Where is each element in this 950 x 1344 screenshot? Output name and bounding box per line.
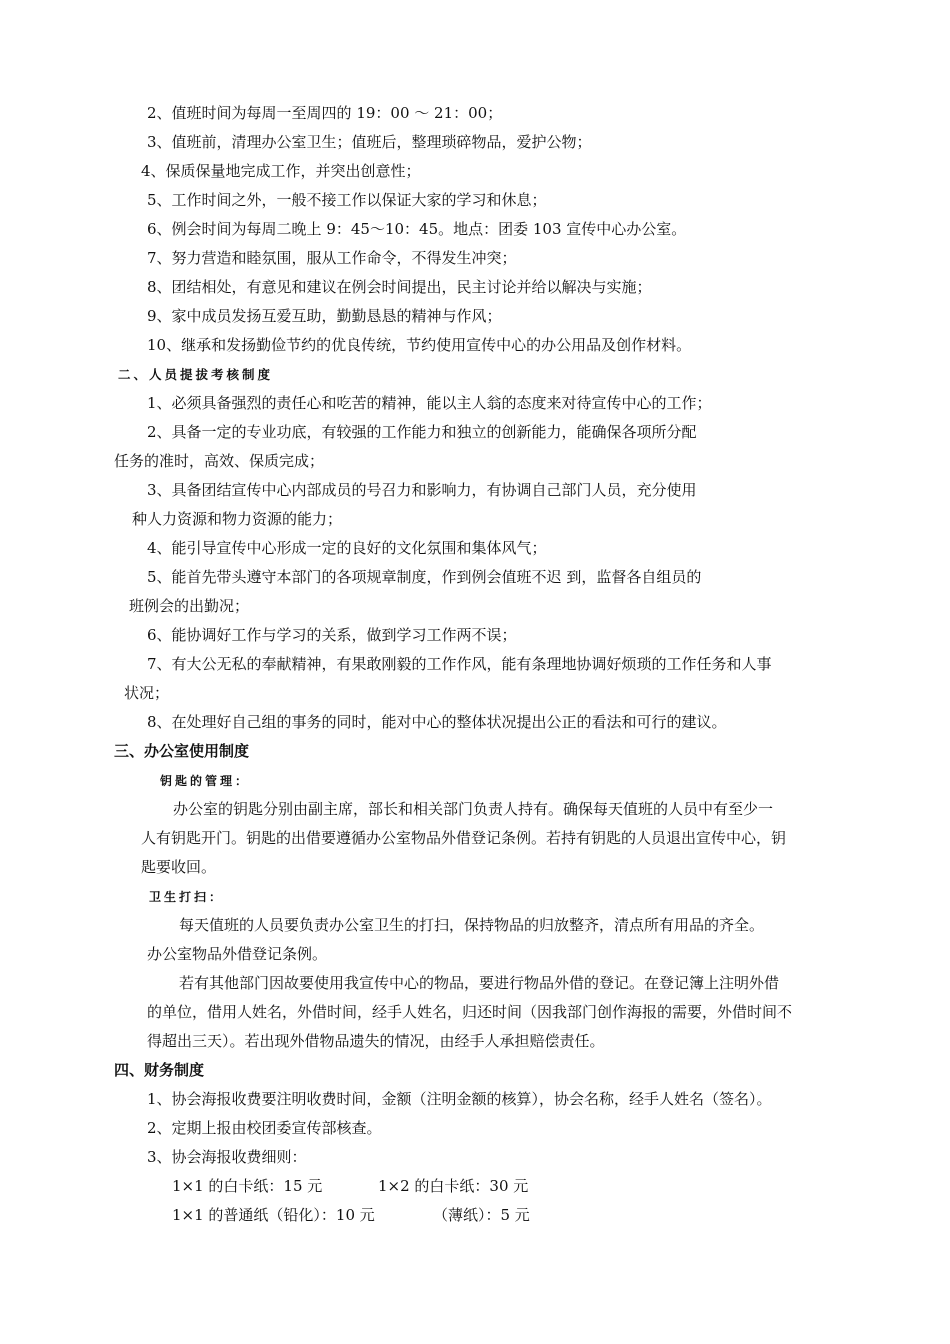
fee-item: 1×2 的白卡纸：30 元 <box>378 1177 529 1195</box>
loan-paragraph-line: 若有其他部门因故要使用我宣传中心的物品，要进行物品外借的登记。在登记簿上注明外借 <box>179 974 780 992</box>
subheading-keys: 钥匙的管理： <box>160 774 251 788</box>
section-heading-office: 三、办公室使用制度 <box>114 742 250 760</box>
fee-item: 1×1 的白卡纸：15 元 <box>172 1177 323 1195</box>
loan-paragraph-line: 得超出三天）。若出现外借物品遗失的情况，由经手人承担赔偿责任。 <box>147 1032 605 1050</box>
promotion-line: 1、必须具备强烈的责任心和吃苦的精神，能以主人翁的态度来对待宣传中心的工作； <box>147 394 712 412</box>
loan-paragraph-line: 的单位，借用人姓名，外借时间，经手人姓名，归还时间（因我部门创作海报的需要，外借时间不 <box>147 1003 793 1021</box>
promotion-line: 4、能引导宣传中心形成一定的良好的文化氛围和集体风气； <box>147 539 547 557</box>
promotion-line: 5、能首先带头遵守本部门的各项规章制度，作到例会值班不迟 到，监督各自组员的 <box>147 568 702 586</box>
promotion-line: 班例会的出勤况； <box>129 597 250 615</box>
keys-paragraph-line: 人有钥匙开门。钥匙的出借要遵循办公室物品外借登记条例。若持有钥匙的人员退出宣传中心，钥 <box>141 829 787 847</box>
promotion-line: 任务的准时，高效、保质完成； <box>114 452 325 470</box>
promotion-line: 7、有大公无私的奉献精神，有果敢刚毅的工作作风，能有条理地协调好烦琐的工作任务和人事 <box>147 655 772 673</box>
finance-line: 2、定期上报由校团委宣传部核查。 <box>147 1119 382 1137</box>
loan-rules-title: 办公室物品外借登记条例。 <box>147 945 328 963</box>
fee-item: 1×1 的普通纸（铅化）：10 元 <box>172 1206 375 1224</box>
promotion-line: 种人力资源和物力资源的能力； <box>132 510 343 528</box>
finance-line: 1、协会海报收费要注明收费时间，金额（注明金额的核算），协会名称，经手人姓名（签名）。 <box>147 1090 772 1108</box>
duty-rule-6: 6、例会时间为每周二晚上 9：45～10：45。地点：团委 103 宣传中心办公室。 <box>147 220 687 238</box>
duty-rule-10: 10、继承和发扬勤俭节约的优良传统，节约使用宣传中心的办公用品及创作材料。 <box>147 336 692 354</box>
duty-rule-7: 7、努力营造和睦氛围，服从工作命令，不得发生冲突； <box>147 249 517 267</box>
duty-rule-5: 5、工作时间之外，一般不接工作以保证大家的学习和休息； <box>147 191 547 209</box>
promotion-line: 2、具备一定的专业功底，有较强的工作能力和独立的创新能力，能确保各项所分配 <box>147 423 697 441</box>
duty-rule-3: 3、值班前，清理办公室卫生；值班后，整理琐碎物品，爱护公物； <box>147 133 592 151</box>
duty-rule-9: 9、家中成员发扬互爱互助，勤勤恳恳的精神与作风； <box>147 307 502 325</box>
promotion-line: 3、具备团结宣传中心内部成员的号召力和影响力，有协调自己部门人员，充分使用 <box>147 481 697 499</box>
keys-paragraph-line: 办公室的钥匙分别由副主席，部长和相关部门负责人持有。确保每天值班的人员中有至少一 <box>173 800 774 818</box>
duty-rule-2: 2、值班时间为每周一至周四的 19：00 ～ 21：00； <box>147 104 503 122</box>
duty-rule-8: 8、团结相处，有意见和建议在例会时间提出，民主讨论并给以解决与实施； <box>147 278 652 296</box>
subheading-cleaning: 卫生打扫： <box>149 890 225 904</box>
keys-paragraph-line: 匙要收回。 <box>141 858 217 876</box>
promotion-line: 6、能协调好工作与学习的关系，做到学习工作两不误； <box>147 626 517 644</box>
finance-line: 3、协会海报收费细则： <box>147 1148 307 1166</box>
promotion-line: 状况； <box>124 684 170 702</box>
duty-rule-4: 4、保质保量地完成工作，并突出创意性； <box>141 162 421 180</box>
promotion-line: 8、在处理好自己组的事务的同时，能对中心的整体状况提出公正的看法和可行的建议。 <box>147 713 727 731</box>
section-heading-promotion: 二、人员提拔考核制度 <box>118 367 274 382</box>
fee-item: （薄纸）：5 元 <box>433 1206 530 1224</box>
cleaning-paragraph-line: 每天值班的人员要负责办公室卫生的打扫，保持物品的归放整齐，清点所有用品的齐全。 <box>179 916 765 934</box>
section-heading-finance: 四、财务制度 <box>114 1061 205 1079</box>
